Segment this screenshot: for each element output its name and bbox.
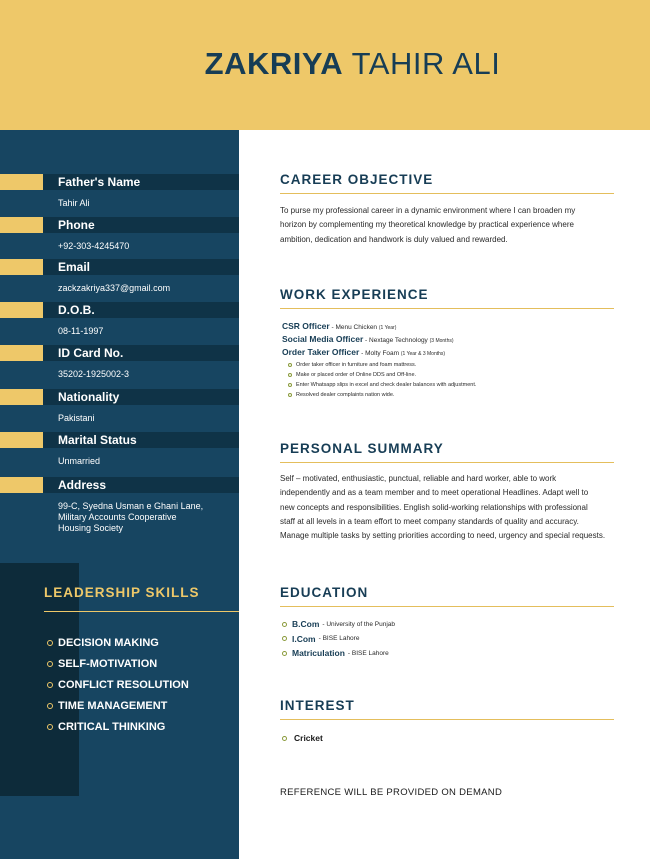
info-value: Tahir Ali (58, 198, 90, 208)
text-line: staff at all levels in a team effort to meet company standards of quality and accuracy. (280, 516, 579, 526)
interest-list (282, 731, 323, 745)
info-value: 35202-1925002-3 (58, 369, 130, 379)
bullet-circle-icon (47, 682, 53, 688)
leadership-list (47, 632, 189, 737)
career-objective-text (280, 204, 620, 247)
bullet-circle-icon (288, 363, 292, 367)
reference-note: REFERENCE WILL BE PROVIDED ON DEMAND (280, 787, 503, 798)
personal-summary-text (280, 472, 620, 543)
skill-label: CONFLICT RESOLUTION (58, 678, 189, 691)
list-item (282, 646, 395, 661)
duty-text: Enter Whatsapp slips in excel and check dealer balances with adjustment. (296, 382, 477, 388)
list-item (288, 360, 476, 370)
text-line: new concepts and responsibilities. English solid-working relationships with professional (280, 502, 588, 512)
leadership-divider (44, 611, 239, 612)
info-label: Marital Status (58, 433, 137, 447)
section-divider (280, 193, 614, 194)
job-company: - Menu Chicken (329, 324, 379, 331)
text-line: independently and as a team member and to meet operational Headlines. Adapt well to (280, 488, 589, 498)
info-label: Phone (58, 218, 95, 232)
duty-text: Resolved dealer complaints nation wide. (296, 392, 395, 398)
text-line: Manage multiple tasks by setting priorities according to need, urgency and special requests. (280, 531, 606, 541)
job-company: - Molty Foam (359, 350, 401, 357)
education-title: EDUCATION (280, 585, 369, 600)
bullet-circle-icon (47, 724, 53, 730)
degree: B.Com (292, 619, 320, 630)
last-name: TAHIR ALI (351, 46, 501, 81)
duty-list (288, 360, 476, 400)
list-item (288, 390, 476, 400)
personal-summary-title: PERSONAL SUMMARY (280, 441, 444, 456)
bullet-circle-icon (282, 651, 287, 656)
institution: - BISE Lahore (318, 635, 360, 643)
list-item (282, 617, 395, 632)
bullet-circle-icon (282, 622, 287, 627)
job-entry (282, 320, 454, 333)
bullet-circle-icon (282, 736, 287, 741)
list-item (288, 370, 476, 380)
address-line: 99-C, Syedna Usman e Ghani Lane, (58, 501, 204, 511)
skill-label: TIME MANAGEMENT (58, 699, 168, 712)
list-item (47, 632, 189, 653)
section-divider (280, 308, 614, 309)
job-list (282, 320, 454, 359)
info-value: +92-303-4245470 (58, 241, 130, 251)
interest-label: Cricket (294, 733, 323, 743)
job-role: CSR Officer (282, 321, 330, 331)
job-role: Social Media Officer (282, 334, 364, 344)
section-divider (280, 719, 614, 720)
info-label: Email (58, 260, 91, 274)
duty-text: Make or placed order of Online DDS and Off-line. (296, 372, 417, 378)
info-label: D.O.B. (58, 303, 95, 317)
info-label: Father's Name (58, 175, 141, 189)
work-experience-title: WORK EXPERIENCE (280, 287, 429, 302)
info-value: zackzakriya337@gmail.com (58, 283, 171, 293)
job-role: Order Taker Officer (282, 347, 360, 357)
job-entry (282, 346, 454, 359)
bullet-circle-icon (282, 636, 287, 641)
degree: Matriculation (292, 648, 345, 659)
list-item (288, 380, 476, 390)
interest-title: INTEREST (280, 698, 355, 713)
education-list (282, 617, 395, 661)
info-label: Nationality (58, 390, 120, 404)
text-line: ambition, dedication and handwork is duly valued and rewarded. (280, 234, 508, 244)
list-item (47, 674, 189, 695)
list-item (47, 653, 189, 674)
skill-label: DECISION MAKING (58, 636, 159, 649)
section-divider (280, 462, 614, 463)
info-label: ID Card No. (58, 346, 124, 360)
bullet-circle-icon (47, 661, 53, 667)
bullet-circle-icon (288, 383, 292, 387)
text-line: To purse my professional career in a dynamic environment where I can broaden my (280, 206, 576, 215)
info-value: 08-11-1997 (58, 326, 104, 336)
list-item (282, 632, 395, 647)
job-duration: (3 Months) (429, 338, 454, 344)
text-line: horizon by complementing my theoretical knowledge by practical experience where (280, 220, 574, 230)
bullet-circle-icon (288, 393, 292, 397)
duty-text: Order taker officer in furniture and foam mattress. (296, 362, 417, 368)
job-entry (282, 333, 454, 346)
candidate-name (0, 46, 650, 82)
address-line: Military Accounts Cooperative (58, 512, 177, 522)
job-company: - Nextage Technology (363, 337, 430, 344)
info-value (58, 501, 203, 534)
list-item (47, 695, 189, 716)
address-line: Housing Society (58, 523, 124, 533)
section-divider (280, 606, 614, 607)
career-objective-title: CAREER OBJECTIVE (280, 172, 434, 187)
skill-label: SELF-MOTIVATION (58, 657, 158, 670)
bullet-circle-icon (47, 703, 53, 709)
list-item (47, 716, 189, 737)
text-line: Self – motivated, enthusiastic, punctual, reliable and hard worker, able to work (280, 474, 557, 483)
degree: I.Com (292, 633, 316, 644)
info-value: Unmarried (58, 456, 101, 466)
list-item (282, 731, 323, 745)
bullet-circle-icon (47, 640, 53, 646)
info-value: Pakistani (58, 413, 95, 423)
header-banner (0, 0, 650, 130)
institution: - University of the Punjab (322, 620, 396, 628)
skill-label: CRITICAL THINKING (58, 720, 166, 733)
institution: - BISE Lahore (347, 649, 389, 657)
leadership-title: LEADERSHIP SKILLS (44, 585, 200, 600)
bullet-circle-icon (288, 373, 292, 377)
job-duration: (1 Year & 3 Months) (400, 351, 446, 357)
first-name: ZAKRIYA (204, 46, 344, 81)
info-label: Address (58, 478, 107, 492)
job-duration: (1 Year) (378, 325, 397, 331)
